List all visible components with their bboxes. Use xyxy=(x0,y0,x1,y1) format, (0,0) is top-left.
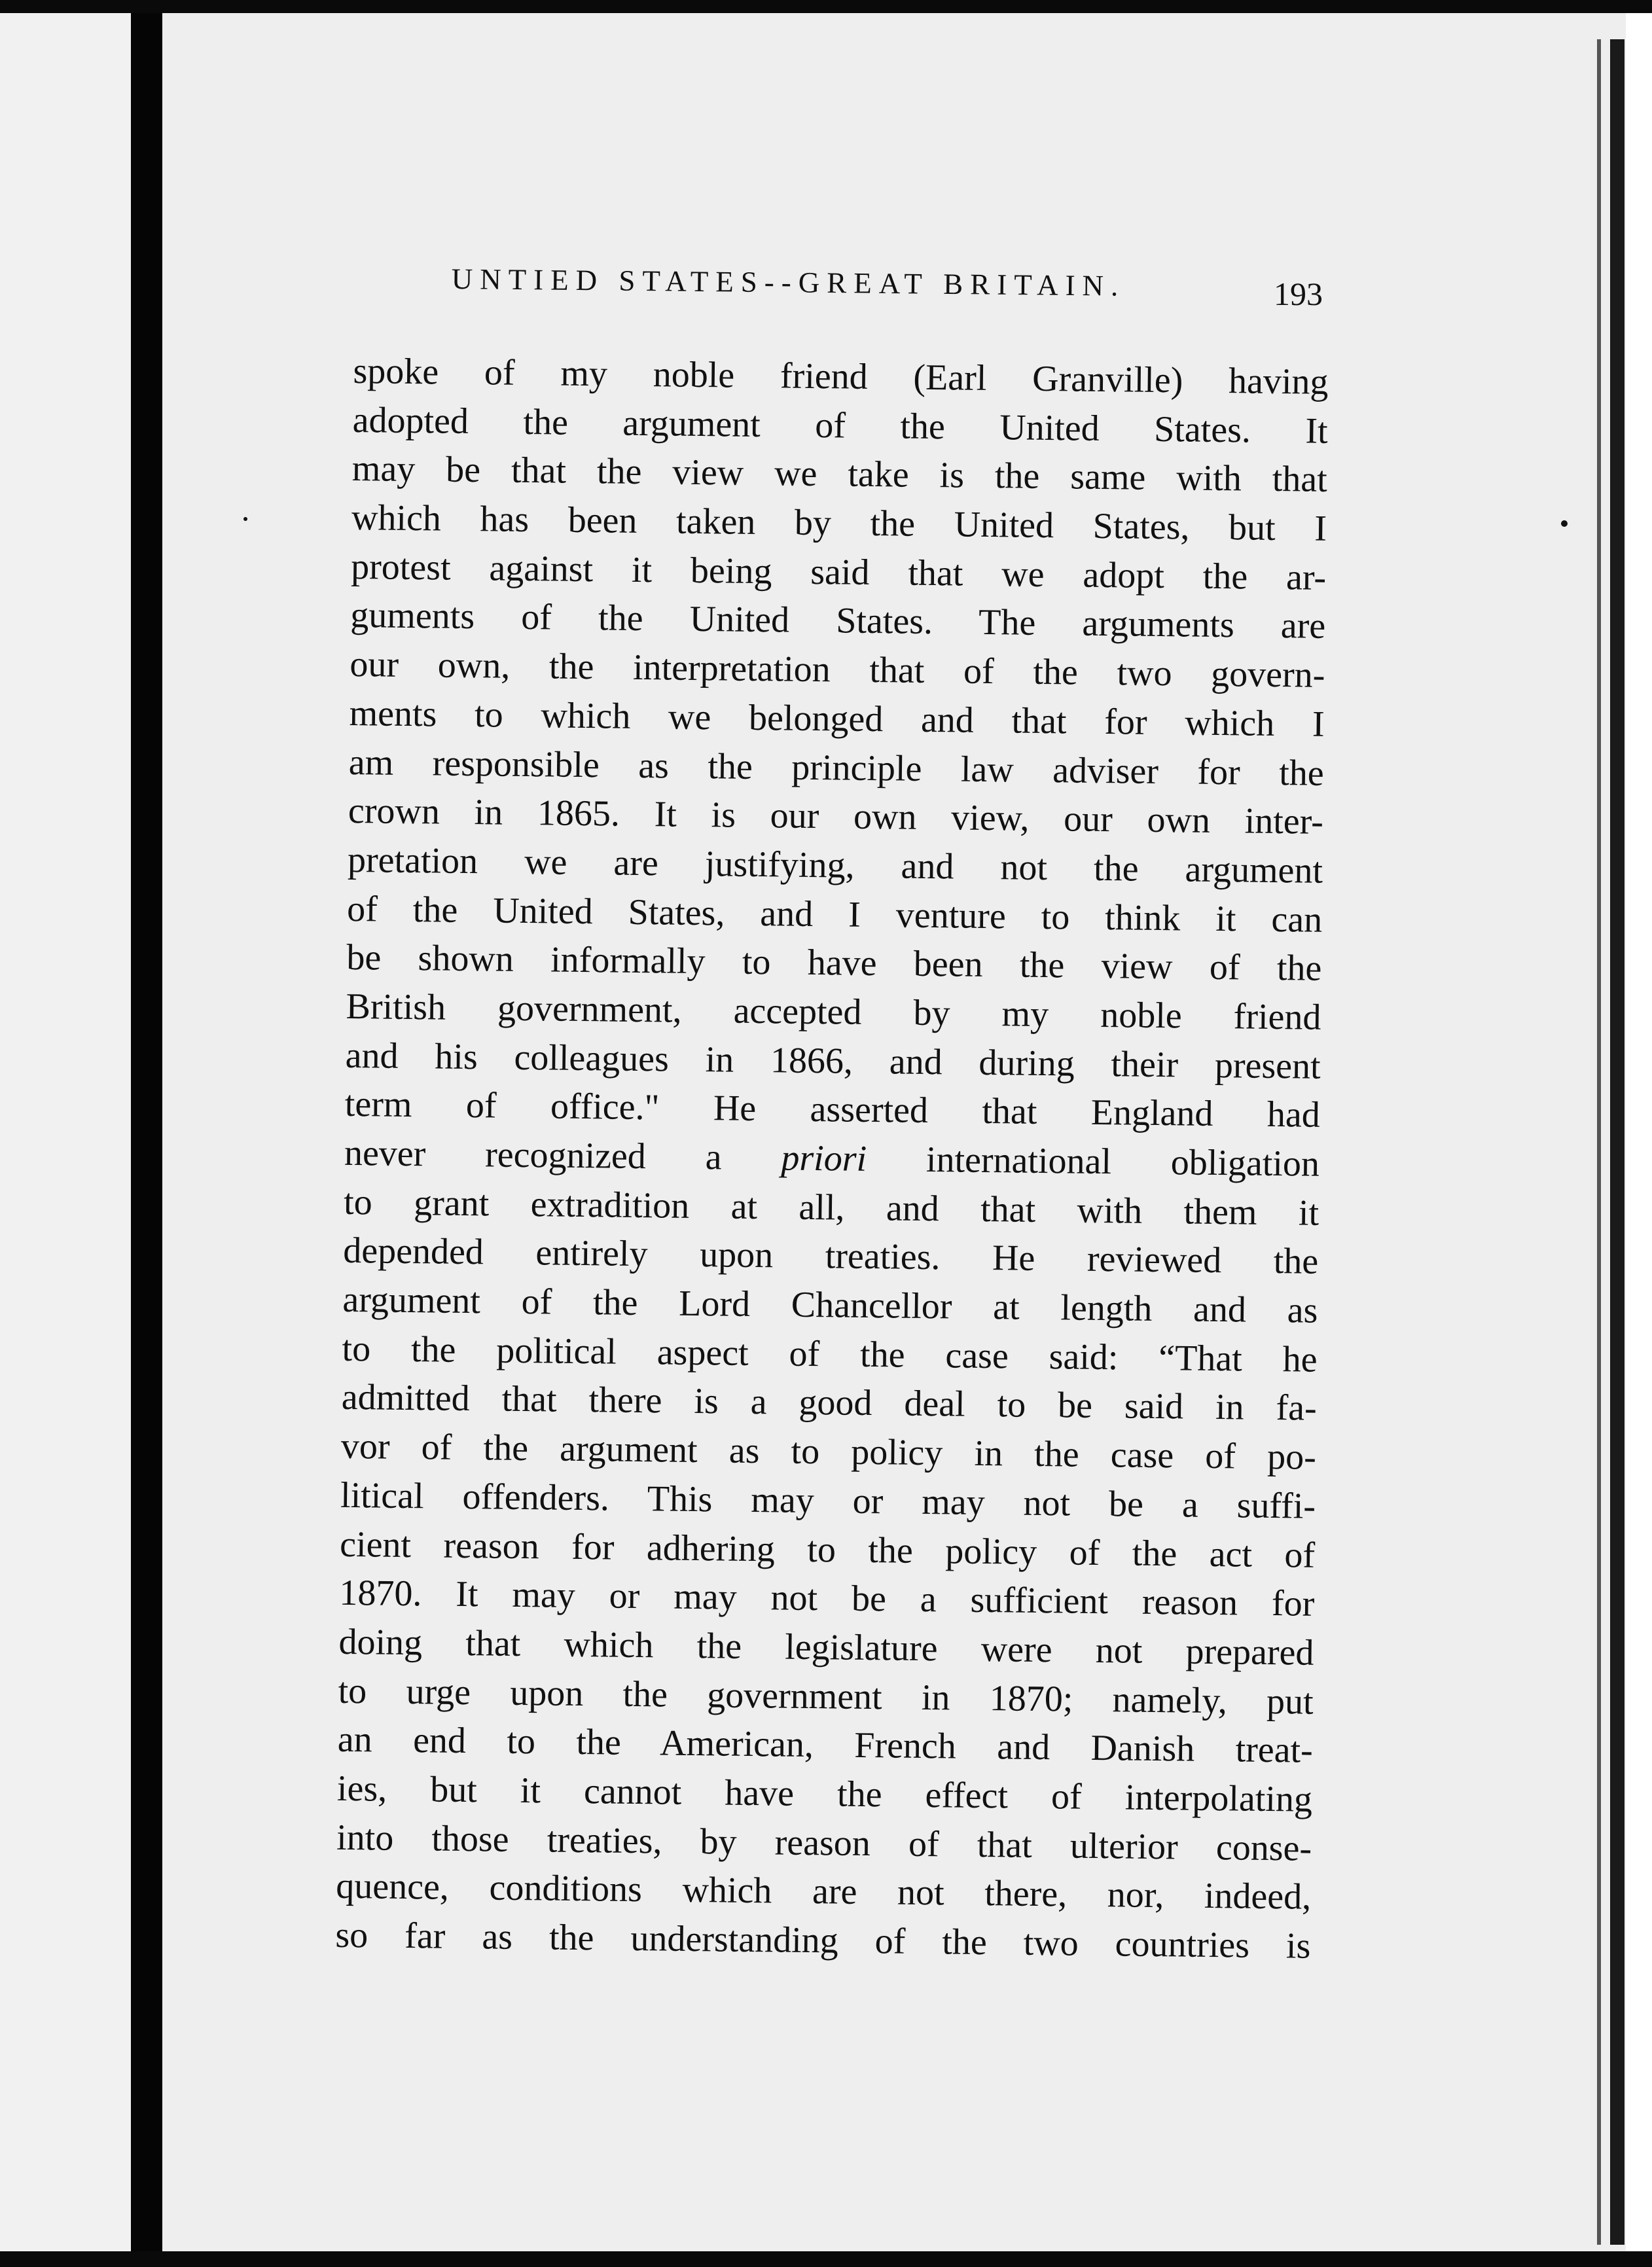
text-line: vor of the argument as to policy in the case of po- xyxy=(340,1426,1317,1478)
text-line: guments of the United States. The arguments are xyxy=(350,595,1326,647)
text-line: of the United States, and I venture to think it can xyxy=(346,888,1323,940)
text-line: ments to which we belonged and that for which I xyxy=(349,692,1325,745)
text-line: depended entirely upon treaties. He reviewed the xyxy=(342,1230,1319,1283)
text-line: protest against it being said that we adopt the ar- xyxy=(350,546,1327,598)
text-line: an end to the American, French and Danish treat- xyxy=(337,1719,1314,1772)
text-line: am responsible as the principle law adviser for the xyxy=(348,741,1325,794)
specks-dot xyxy=(243,517,247,521)
text-line: doing that which the legislature were not prepared xyxy=(338,1621,1314,1673)
text-line: spoke of my noble friend (Earl Granville) having xyxy=(353,350,1329,402)
text-line: to grant extradition at all, and that with them it xyxy=(343,1181,1320,1234)
text-line: term of office." He asserted that England had xyxy=(344,1084,1321,1136)
text-line: to the political aspect of the case said: “That he xyxy=(342,1328,1318,1380)
page-edge-shadow xyxy=(1597,39,1601,2245)
text-line: litical offenders. This may or may not be a suffi- xyxy=(340,1474,1316,1527)
text-line: 1870. It may or may not be a sufficient reason for xyxy=(339,1573,1315,1624)
text-line: be shown informally to have been the view of the xyxy=(346,937,1322,990)
text-line: into those treaties, by reason of that ulterior conse- xyxy=(336,1817,1312,1869)
text-line-part: never recognized a xyxy=(344,1132,781,1179)
text-line: cient reason for adhering to the policy of the act of xyxy=(339,1524,1316,1576)
text-line: admitted that there is a good deal to be said in fa- xyxy=(341,1377,1318,1429)
specks-dot xyxy=(1561,520,1568,527)
text-line: adopted the argument of the United States. It xyxy=(352,399,1328,452)
italic-term: priori xyxy=(781,1137,867,1179)
scan-right-border xyxy=(1610,39,1625,2245)
scan-top-border xyxy=(0,0,1652,13)
page-number: 193 xyxy=(1274,276,1323,312)
text-line: ies, but it cannot have the effect of interpolating xyxy=(336,1768,1313,1820)
book-binding-gutter xyxy=(131,13,162,2251)
text-line: argument of the Lord Chancellor at length and as xyxy=(342,1279,1318,1331)
text-line: British government, accepted by my noble friend xyxy=(346,986,1321,1038)
text-line: our own, the interpretation that of the two govern- xyxy=(350,644,1325,696)
text-line-part: international obligation xyxy=(866,1138,1320,1185)
text-line: pretation we are justifying, and not the argument xyxy=(347,839,1323,891)
text-line: so far as the understanding of the two countries is xyxy=(335,1914,1311,1967)
text-line: to urge upon the government in 1870; namely, put xyxy=(338,1670,1314,1723)
scan-bottom-border xyxy=(0,2251,1652,2267)
body-paragraph xyxy=(335,347,1329,1971)
text-line: crown in 1865. It is our own view, our own inter- xyxy=(348,791,1324,843)
text-line: which has been taken by the United States, but I xyxy=(351,497,1327,549)
text-line: may be that the view we take is the same with that xyxy=(351,448,1328,501)
text-line: and his colleagues in 1866, and during their present xyxy=(345,1035,1321,1087)
text-line: quence, conditions which are not there, nor, indeed, xyxy=(335,1866,1312,1918)
running-head: UNTIED STATES--GREAT BRITAIN. xyxy=(451,262,1126,302)
facing-page-edge xyxy=(0,13,131,2251)
